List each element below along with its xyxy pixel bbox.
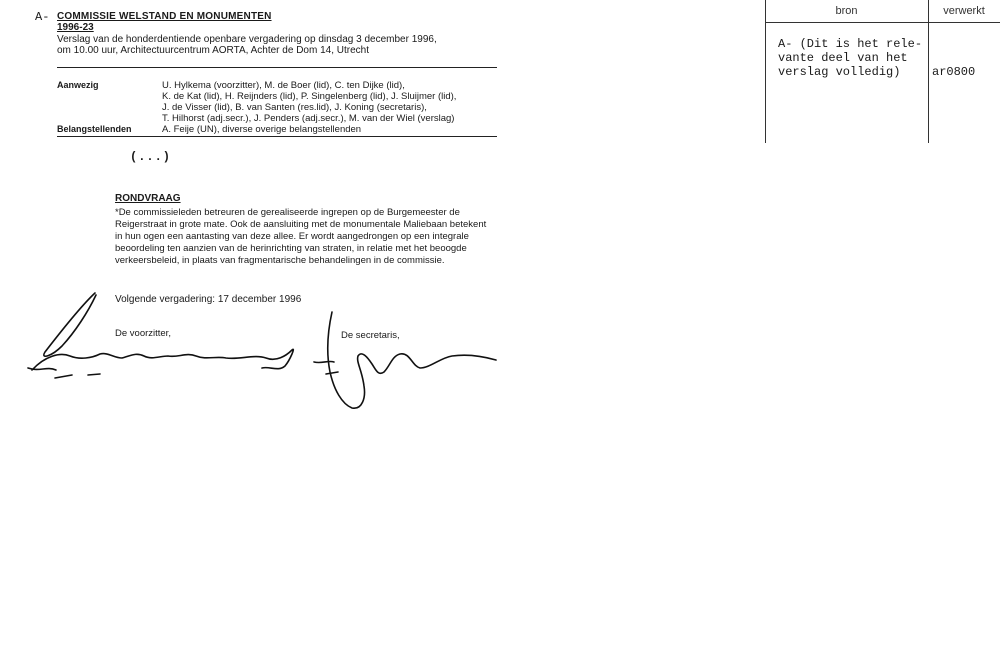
present-line: J. de Visser (lid), B. van Santen (res.lid), J. Koning (secretaris), <box>162 102 427 113</box>
archive-code: ar0800 <box>932 65 976 79</box>
source-table <box>765 0 1000 143</box>
chair-signature-mark <box>55 375 72 378</box>
section-marker: A- <box>35 10 50 24</box>
secretary-signature-mark <box>326 372 338 374</box>
secretary-signature-mark <box>314 361 334 362</box>
present-line: T. Hilhorst (adj.secr.), J. Penders (adj.secr.), M. van der Wiel (verslag) <box>162 113 455 124</box>
signatures <box>0 0 520 420</box>
column-header-processed: verwerkt <box>943 5 985 17</box>
present-label: Aanwezig <box>57 80 99 90</box>
chair-signature <box>32 293 293 370</box>
present-line: K. de Kat (lid), H. Reijnders (lid), P. Singelenberg (lid), J. Sluijmer (lid), <box>162 91 457 102</box>
stakeholders-label: Belangstellenden <box>57 124 132 134</box>
rondvraag-line: in hun ogen een aantasting van deze allee. Er wordt aangedrongen op een integrale <box>115 231 469 242</box>
rondvraag-line: beoordeling ten aanzien van de herinrichting van straten, in relatie met het beoogde <box>115 243 467 254</box>
secretary-signature <box>328 312 496 408</box>
document-number: 1996-23 <box>57 22 94 33</box>
table-border <box>765 22 1000 23</box>
intro-line: om 10.00 uur, Architectuurcentrum AORTA, Achter de Dom 14, Utrecht <box>57 45 369 56</box>
rondvraag-line: verkeersbeleid, in plaats van fragmentarische behandelingen in de commissie. <box>115 255 445 266</box>
rondvraag-line: Reigerstraat in grote mate. Ook de aansluiting met de monumentale Maliebaan betekent <box>115 219 487 230</box>
next-meeting: Volgende vergadering: 17 december 1996 <box>115 294 302 305</box>
secretary-label: De secretaris, <box>341 330 400 341</box>
chair-signature-mark <box>88 374 100 375</box>
note-line: verslag volledig) <box>778 65 901 79</box>
stakeholders-line: A. Feije (UN), diverse overige belangstellenden <box>162 124 362 135</box>
omission-marker: (...) <box>130 150 172 164</box>
chair-signature-mark <box>28 368 56 370</box>
column-header-source: bron <box>835 5 858 17</box>
chair-label: De voorzitter, <box>115 328 171 339</box>
note-line: A- (Dit is het rele- <box>778 37 923 51</box>
intro-line: Verslag van de honderdentiende openbare vergadering op dinsdag 3 december 1996, <box>57 34 437 45</box>
rondvraag-line: *De commissieleden betreuren de gerealiseerde ingrepen op de Burgemeester de <box>115 207 460 218</box>
note-line: vante deel van het <box>778 51 908 65</box>
present-line: U. Hylkema (voorzitter), M. de Boer (lid), C. ten Dijke (lid), <box>162 80 405 91</box>
rondvraag-heading: RONDVRAAG <box>115 193 181 204</box>
document-title: COMMISSIE WELSTAND EN MONUMENTEN <box>57 11 272 22</box>
